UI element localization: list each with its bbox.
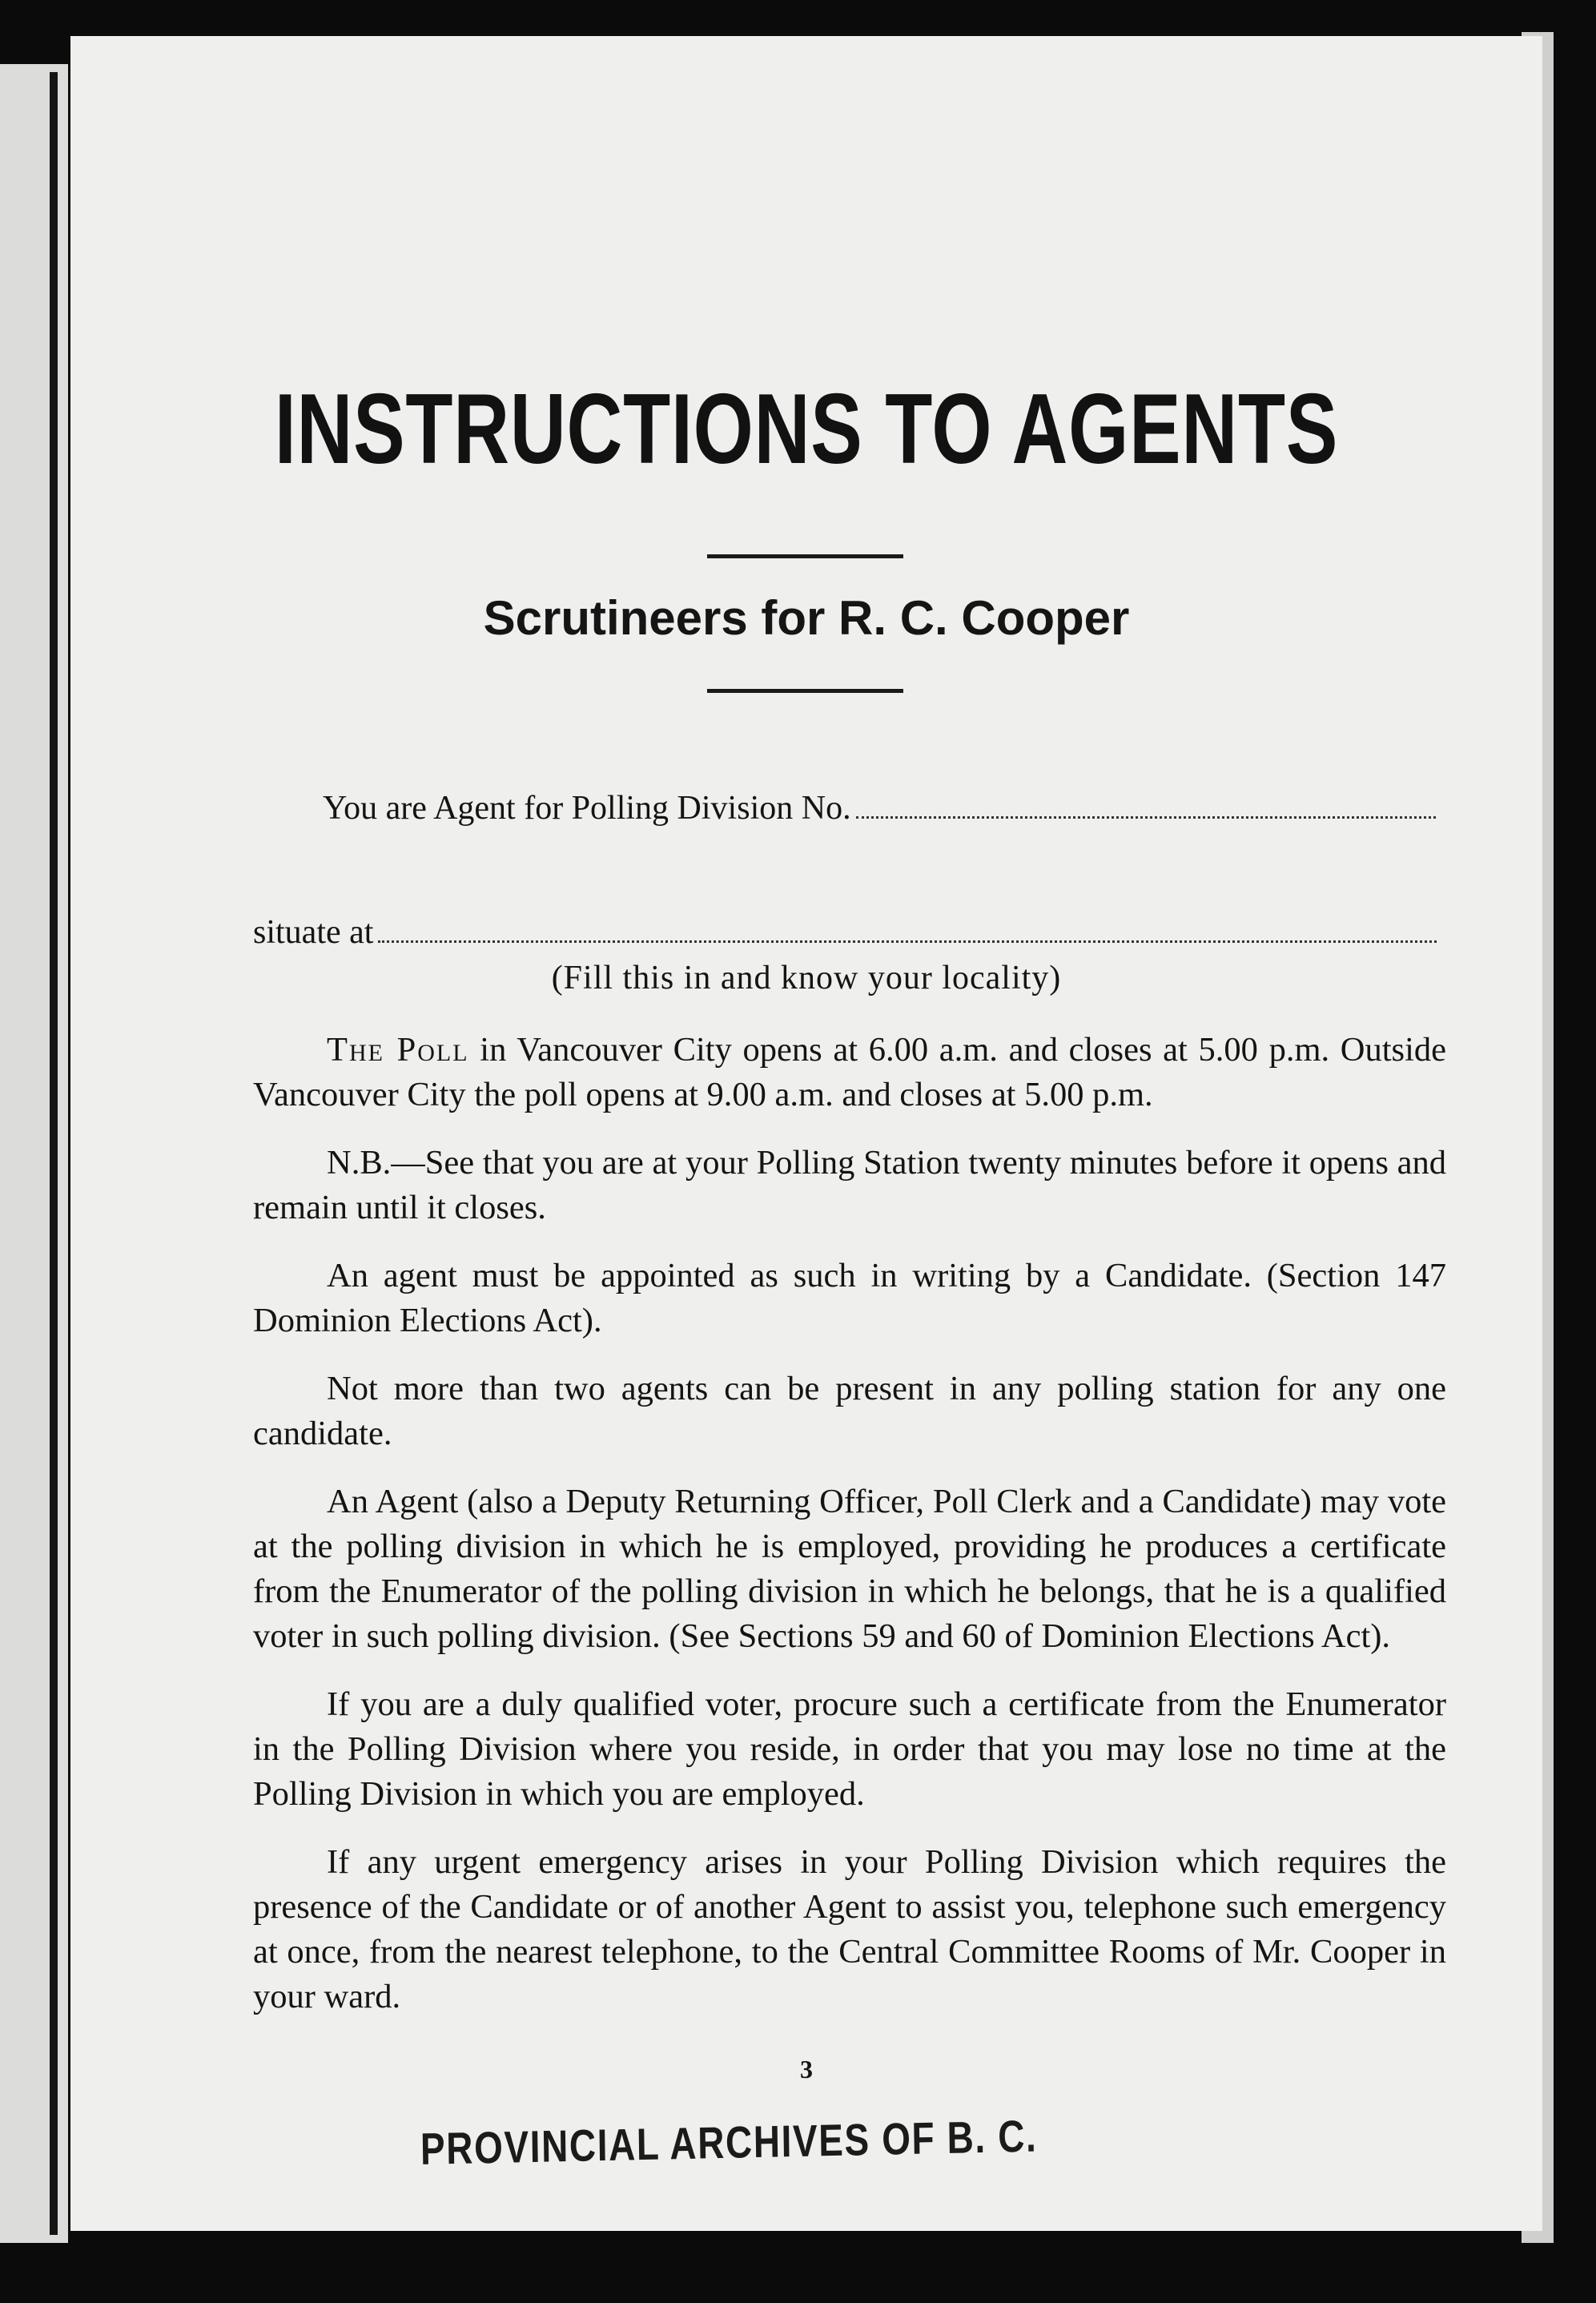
archive-stamp: PROVINCIAL ARCHIVES OF B. C. <box>420 2110 1038 2174</box>
poll-text: in Vancouver City opens at 6.00 a.m. and closes at 5.00 p.m. Outside Vancouver City the poll opens at 9.00 a.m. and closes at 5.00 p.m. <box>253 1031 1447 1113</box>
paragraph-two-agents: Not more than two agents can be present in any polling station for any one candidate. <box>253 1370 1446 1452</box>
poll-lead: The Poll <box>327 1031 469 1069</box>
page-title: INSTRUCTIONS TO AGENTS <box>274 374 1339 485</box>
facing-page-edge <box>0 64 68 2243</box>
page-number: 3 <box>800 2055 813 2084</box>
polling-division-blank <box>856 808 1436 819</box>
document-page <box>70 36 1542 2231</box>
situate-label: situate at <box>253 914 374 951</box>
page-subtitle: Scrutineers for R. C. Cooper <box>483 591 1130 645</box>
polling-division-field <box>323 789 1436 827</box>
title-rule-top <box>707 554 903 558</box>
paragraph-appointed: An agent must be appointed as such in writing by a Candidate. (Section 147 Dominion Elections Act). <box>253 1257 1446 1339</box>
title-rule-bottom <box>707 689 903 693</box>
paragraph-nb: N.B.—See that you are at your Polling Station twenty minutes before it opens and remain until it closes. <box>253 1144 1446 1226</box>
paragraph-emergency: If any urgent emergency arises in your Polling Division which requires the presence of the Candidate or of another Agent to assist you, telephone such emergency at once, from the nearest telephone, to the Central Committee Rooms of Mr. Cooper in your ward. <box>253 1843 1446 2015</box>
binding-shadow <box>50 72 58 2235</box>
paragraph-qualified-voter: If you are a duly qualified voter, procure such a certificate from the Enumerator in the Polling Division where you reside, in order that you may lose no time at the Polling Division in which you are employed. <box>253 1685 1446 1813</box>
paragraph-agent-vote: An Agent (also a Deputy Returning Officer, Poll Clerk and a Candidate) may vote at the polling division in which he is employed, providing he produces a certificate from the Enumerator of the polling division in which he belongs, that he is a qualified voter in such polling division. (See Sections 59 and 60 of Dominion Elections Act). <box>253 1483 1446 1655</box>
situate-blank <box>378 932 1437 943</box>
fill-note: (Fill this in and know your locality) <box>551 960 1062 996</box>
instructions-body <box>253 1028 1446 2043</box>
paragraph-poll-hours <box>253 1028 1446 1117</box>
polling-division-label: You are Agent for Polling Division No. <box>323 790 851 827</box>
situate-field <box>253 913 1437 952</box>
